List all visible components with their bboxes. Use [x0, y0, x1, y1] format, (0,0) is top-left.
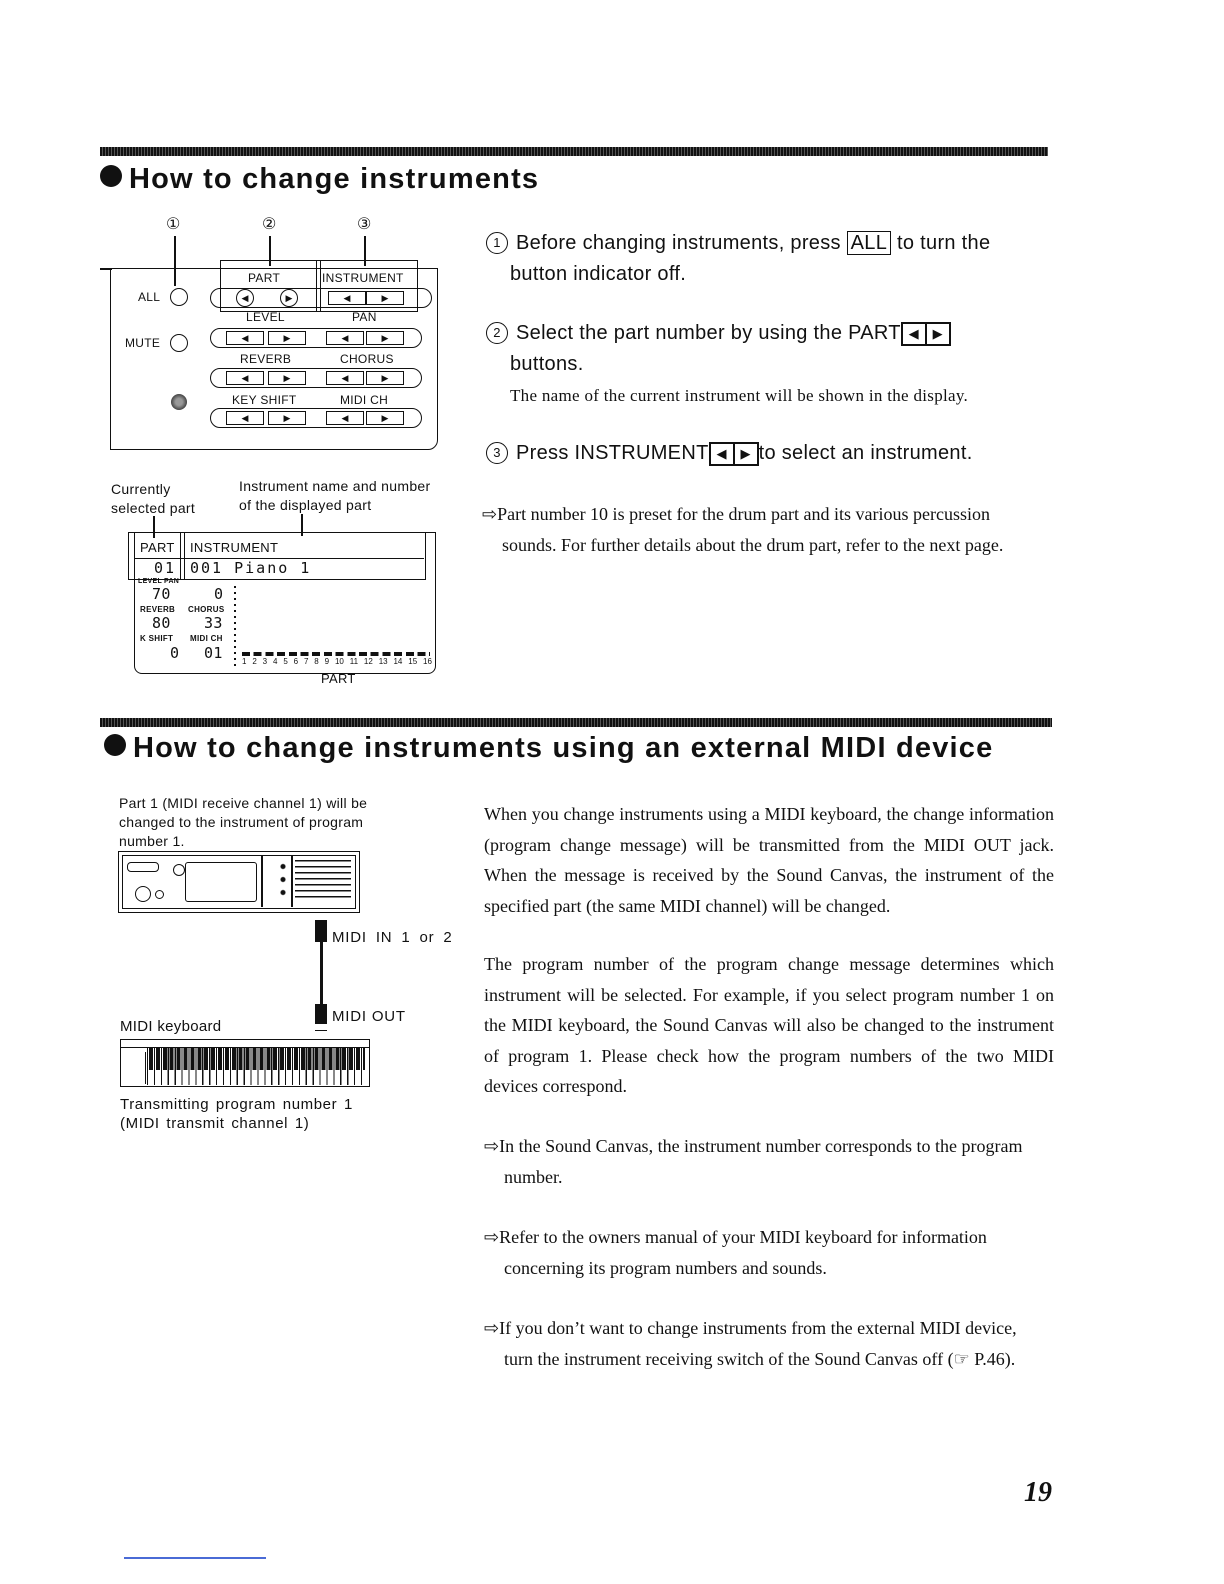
part-left-arrow-icon: ◀	[901, 322, 927, 346]
lcd-reverb-label: REVERB	[140, 605, 176, 614]
drum-part-note: ⇨Part number 10 is preset for the drum part and its various percussion sounds. For further details about the drum part, refer to the next page.	[482, 504, 1004, 555]
lcd-part-number: 8	[314, 657, 319, 666]
midi-keyboard-label: MIDI keyboard	[120, 1018, 222, 1035]
part-right-button[interactable]: ▶	[280, 289, 298, 307]
lcd-display	[128, 532, 438, 674]
step-2-number: 2	[486, 322, 508, 344]
lcd-part-number: 4	[272, 657, 278, 666]
lcd-part-number: 10	[334, 657, 344, 666]
device-divider	[261, 855, 263, 907]
lcd-part-value: 01	[154, 559, 177, 577]
lcd-part-bars	[242, 652, 430, 656]
caption-instrument-name: Instrument name and number of the displayed part	[239, 478, 431, 513]
callout-3: ③	[357, 216, 372, 233]
pan-label: PAN	[352, 310, 377, 324]
device-power-button	[135, 886, 151, 902]
midi-ch-label: MIDI CH	[340, 393, 389, 407]
lcd-part-number: 3	[262, 657, 268, 666]
lcd-bottom-part-label: PART	[321, 671, 356, 686]
reverb-label: REVERB	[240, 352, 292, 366]
paragraph-change-info: When you change instruments using a MIDI keyboard, the change information (program change message) will be transmitted from the MIDI OUT jack. When the message is received by the Sound Canvas, the instrument of the specified part (the same MIDI channel) will be changed.	[484, 804, 1054, 916]
lcd-part-number: 12	[363, 657, 373, 666]
midich-right-button[interactable]: ▶	[366, 411, 404, 425]
callout-1: ①	[166, 216, 181, 233]
pan-right-button[interactable]: ▶	[366, 331, 404, 345]
chorus-right-button[interactable]: ▶	[366, 371, 404, 385]
step-1-number: 1	[486, 232, 508, 254]
all-label: ALL	[138, 290, 161, 304]
page-number: 19	[1024, 1477, 1052, 1508]
note-instrument-number: ⇨In the Sound Canvas, the instrument number corresponds to the program number.	[484, 1136, 1023, 1187]
reverb-left-button[interactable]: ◀	[226, 371, 264, 385]
step-1: 1 Before changing instruments, press ALL to turn the button indicator off.	[486, 228, 1052, 290]
mute-label: MUTE	[125, 336, 161, 350]
instrument-right-arrow-icon: ▶	[735, 442, 759, 466]
section-rule-middle	[100, 718, 1052, 727]
midi-out-label: MIDI OUT	[332, 1008, 406, 1025]
device-led-icon	[155, 890, 164, 899]
instrument-right-button[interactable]: ▶	[366, 291, 404, 305]
lcd-part-label: PART	[140, 540, 175, 555]
instrument-left-button[interactable]: ◀	[328, 291, 366, 305]
lcd-chorus-label: CHORUS	[188, 605, 225, 614]
lcd-pan-label: PAN	[164, 578, 180, 585]
lcd-part-number: 13	[378, 657, 388, 666]
lcd-part-number: 14	[393, 657, 403, 666]
level-left-button[interactable]: ◀	[226, 331, 264, 345]
midi-out-plug-icon	[315, 1004, 327, 1031]
all-key: ALL	[847, 231, 892, 255]
reverb-right-button[interactable]: ▶	[268, 371, 306, 385]
lcd-part-number: 1	[242, 657, 247, 666]
instrument-left-arrow-icon: ◀	[709, 442, 735, 466]
caption-currently-selected: Currently selected part	[111, 481, 196, 516]
step-3: 3 Press INSTRUMENT ◀ ▶ to select an instrument.	[486, 438, 1052, 469]
lcd-chorus-value: 33	[204, 614, 223, 632]
panel-top-edge	[100, 268, 112, 270]
midich-left-button[interactable]: ◀	[326, 411, 364, 425]
device-vent-lines	[295, 860, 351, 902]
midi-in-plug-icon	[315, 914, 327, 942]
device-screen	[185, 862, 257, 902]
lcd-part-number: 2	[252, 657, 257, 666]
level-label: LEVEL	[246, 310, 285, 324]
level-right-button[interactable]: ▶	[268, 331, 306, 345]
part-left-button[interactable]: ◀	[236, 289, 254, 307]
keyboard-black-keys	[149, 1048, 365, 1070]
step-3-number: 3	[486, 442, 508, 464]
keyboard-control-area	[123, 1052, 146, 1084]
note-receiving-switch: ⇨If you don’t want to change instruments from the external MIDI device, turn the instrument receiving switch of the Sound Canvas off (☞ P.46).	[484, 1318, 1017, 1369]
step-2: 2 Select the part number by using the PART ◀ ▶ buttons. The name of the current instrument will be shown in the display.	[486, 318, 1052, 412]
keyboard-top-strip	[121, 1040, 369, 1048]
lcd-instrument-label: INSTRUMENT	[190, 540, 279, 555]
paragraph-program-number: The program number of the program change message determines which instrument will be selected. For example, if you select program number 1 on the MIDI keyboard, the Sound Canvas will also be changed to the instrument of program 1. Please check how the program numbers of the two MIDI devices correspond.	[484, 954, 1054, 1096]
lcd-part-number: 16	[423, 657, 432, 666]
control-panel-diagram	[100, 268, 438, 450]
section-heading-change-instruments: How to change instruments	[100, 163, 539, 196]
section-heading-external-midi: How to change instruments using an external MIDI device	[104, 732, 993, 765]
bullet-icon	[100, 165, 122, 187]
part-label: PART	[248, 271, 281, 285]
instrument-label: INSTRUMENT	[322, 271, 404, 285]
lcd-part-number: 9	[324, 657, 330, 666]
lcd-reverb-value: 80	[152, 614, 171, 632]
lcd-keyshift-value: 0	[170, 644, 180, 662]
lcd-part-number: 6	[293, 657, 299, 666]
lcd-part-number: 11	[349, 657, 359, 666]
lcd-part-number: 15	[408, 657, 418, 666]
keyshift-left-button[interactable]: ◀	[226, 411, 264, 425]
lcd-part-number: 7	[303, 657, 309, 666]
indicator-icon	[171, 394, 187, 410]
lcd-keyshift-label: K SHIFT	[140, 634, 174, 643]
step-2-note: The name of the current instrument will be shown in the display.	[510, 386, 969, 405]
sound-canvas-device	[118, 851, 360, 913]
footer-line	[124, 1557, 266, 1559]
lcd-part-number: 5	[283, 657, 288, 666]
keyshift-right-button[interactable]: ▶	[268, 411, 306, 425]
key-shift-label: KEY SHIFT	[232, 393, 297, 407]
lcd-pan-value: 0	[214, 585, 224, 603]
caption-part1-receive: Part 1 (MIDI receive channel 1) will be changed to the instrument of program number 1.	[119, 795, 368, 849]
all-button[interactable]	[170, 288, 188, 306]
device-divider-2	[291, 855, 293, 907]
device-knob-icon	[173, 864, 185, 876]
device-small-knobs	[279, 860, 287, 900]
lcd-level-label: LEVEL	[138, 578, 163, 585]
caption-transmitting: Transmitting program number 1 (MIDI transmit channel 1)	[120, 1096, 353, 1132]
pan-left-button[interactable]: ◀	[326, 331, 364, 345]
chorus-left-button[interactable]: ◀	[326, 371, 364, 385]
note-owners-manual: ⇨Refer to the owners manual of your MIDI keyboard for information concerning its program numbers and sounds.	[484, 1227, 987, 1278]
lcd-instrument-value: 001 Piano 1	[190, 559, 312, 577]
device-slot	[127, 862, 159, 872]
section-rule-top	[100, 147, 1048, 156]
lcd-part-numbers	[242, 657, 432, 667]
lcd-colon-column	[234, 586, 236, 666]
bullet-icon	[104, 734, 126, 756]
lcd-midich-value: 01	[204, 644, 223, 662]
lcd-midich-label: MIDI CH	[190, 634, 223, 643]
midi-keyboard-device	[120, 1039, 370, 1087]
midi-in-label: MIDI IN 1 or 2	[332, 929, 453, 946]
callout-2: ②	[262, 216, 277, 233]
part-right-arrow-icon: ▶	[927, 322, 951, 346]
lcd-level-value: 70	[152, 585, 171, 603]
chorus-label: CHORUS	[340, 352, 394, 366]
mute-button[interactable]	[170, 334, 188, 352]
